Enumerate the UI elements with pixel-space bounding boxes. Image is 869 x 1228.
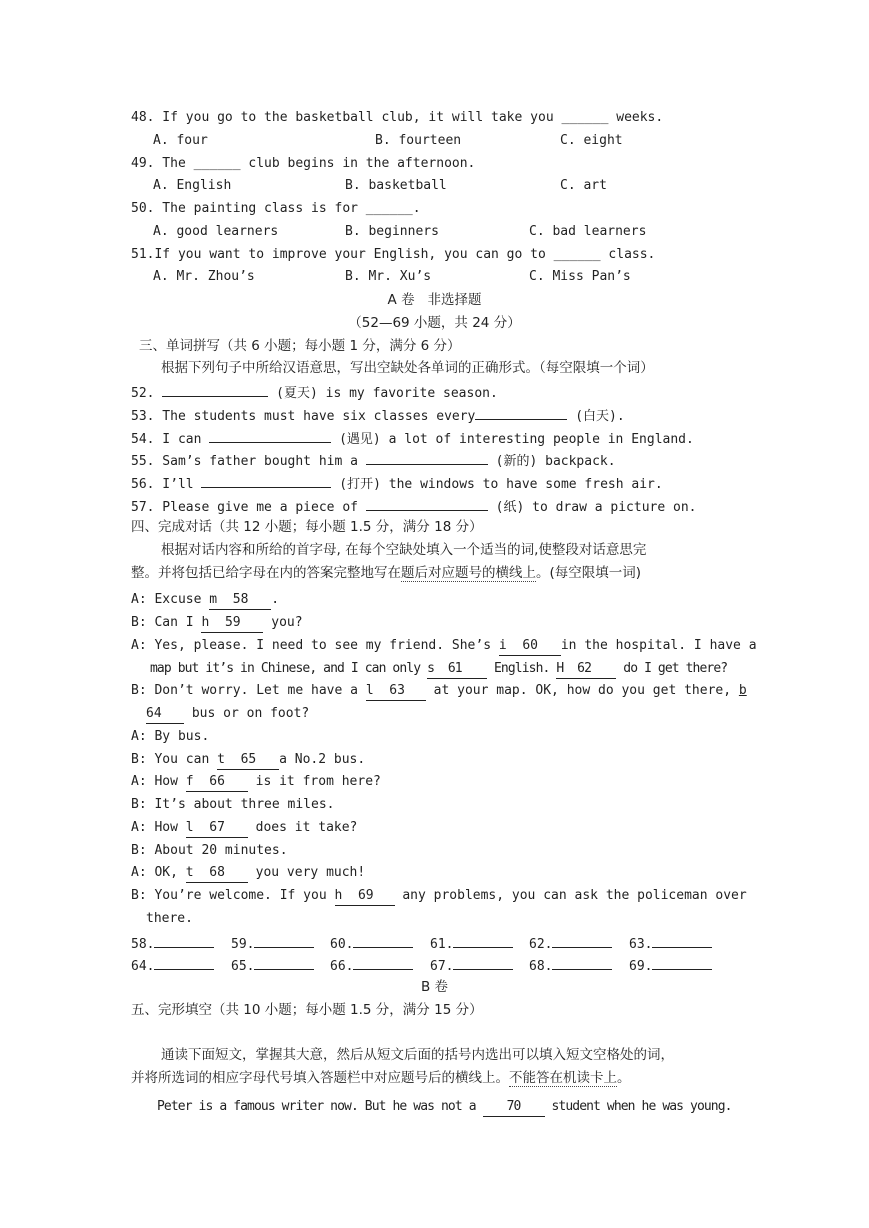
option-48-c: C. eight	[560, 133, 623, 148]
item-text: 54. I can	[131, 432, 210, 447]
answer-number: 67.	[430, 959, 454, 974]
section-3-instructions: 根据下列句子中所给汉语意思，写出空缺处各单词的正确形式。（每空限填一个词）	[161, 360, 654, 376]
answer-line-66[interactable]	[330, 955, 413, 976]
dialogue-line-68	[131, 864, 365, 883]
instr-text: 。(每空限填一词)	[536, 565, 642, 581]
option-50-b: B. beginners	[345, 224, 439, 239]
dialogue-text: A: Excuse	[131, 592, 210, 607]
answer-62[interactable]	[556, 660, 616, 679]
section-4-instructions-2	[131, 564, 641, 582]
initial-letter-64[interactable]: b	[738, 683, 747, 698]
answer-blank[interactable]	[209, 428, 331, 443]
spelling-item-56	[131, 473, 663, 494]
dialogue-line-69	[131, 887, 747, 906]
answer-69[interactable]	[335, 887, 395, 906]
spelling-item-53	[131, 405, 625, 426]
answer-70[interactable]	[483, 1098, 545, 1117]
passage-text: student when he was young.	[544, 1099, 732, 1114]
answer-blank[interactable]	[552, 933, 612, 948]
answer-65[interactable]	[217, 751, 279, 770]
answer-blank[interactable]	[254, 955, 314, 970]
spelling-item-54	[131, 428, 694, 449]
section-4-heading: 四、完成对话（共 12 小题；每小题 1.5 分，满分 18 分）	[131, 519, 483, 535]
answer-67[interactable]	[186, 819, 248, 838]
option-49-b: B. basketball	[345, 178, 447, 193]
answer-blank[interactable]	[366, 450, 488, 465]
answer-line-65[interactable]	[231, 955, 314, 976]
instr-emphasis: 题后对应题号的横线上	[401, 565, 536, 581]
dialogue-text: in the hospital. I have a	[560, 638, 757, 653]
initial-letter: l	[365, 683, 374, 698]
dialogue-line: A: By bus.	[131, 729, 210, 744]
instr-text: 整。并将包括已给字母在内的答案完整地写在	[131, 565, 401, 581]
answer-blank[interactable]	[162, 382, 268, 397]
option-51-a: A. Mr. Zhou’s	[153, 269, 255, 284]
dialogue-text: B: You can	[131, 752, 218, 767]
dialogue-text: at your map. OK, how do you get there,	[425, 683, 739, 698]
answer-line-60[interactable]	[330, 933, 413, 954]
dialogue-text: A: How	[131, 774, 186, 789]
blank-number: 61	[447, 661, 462, 676]
answer-60[interactable]	[499, 637, 561, 656]
initial-letter: i	[498, 638, 507, 653]
blank-number: 59	[224, 615, 241, 630]
initial-letter: f	[185, 774, 194, 789]
item-text: (纸) to draw a picture on.	[487, 500, 697, 515]
dialogue-line-63	[131, 682, 747, 701]
answer-number: 59.	[231, 937, 255, 952]
section-5-instructions-1: 通读下面短文，掌握其大意，然后从短文后面的括号内选出可以填入短文空格处的词，	[161, 1047, 674, 1063]
dialogue-text: does it take?	[247, 820, 358, 835]
answer-line-61[interactable]	[430, 933, 513, 954]
item-text: 56. I’ll	[131, 477, 202, 492]
answer-blank[interactable]	[154, 955, 214, 970]
option-48-b: B. fourteen	[375, 133, 462, 148]
option-50-a: A. good learners	[153, 224, 279, 239]
passage-text: Peter is a famous writer now. But he was not a	[157, 1099, 483, 1114]
option-48-a: A. four	[153, 133, 208, 148]
dialogue-line-61-62	[150, 660, 727, 679]
blank-number: 67	[209, 820, 225, 835]
dialogue-text: a No.2 bus.	[279, 752, 366, 767]
dialogue-text: you very much!	[247, 865, 366, 880]
blank-number: 69	[357, 888, 374, 903]
blank-number: 65	[240, 752, 257, 767]
question-49: 49. The ______ club begins in the afternoon.	[131, 156, 476, 171]
initial-letter: m	[209, 592, 218, 607]
answer-blank[interactable]	[652, 955, 712, 970]
question-51: 51.If you want to improve your English, you can go to ______ class.	[131, 247, 656, 262]
dialogue-line-67	[131, 819, 357, 838]
answer-blank[interactable]	[475, 405, 567, 420]
answer-blank[interactable]	[154, 933, 214, 948]
spelling-item-52	[131, 382, 498, 403]
answer-68[interactable]	[186, 864, 248, 883]
dialogue-text: do I get there?	[616, 661, 728, 676]
dialogue-line-59	[131, 614, 303, 633]
answer-number: 64.	[131, 959, 155, 974]
answer-number: 69.	[629, 959, 653, 974]
section-5-instructions-2	[131, 1069, 631, 1087]
dialogue-text: any problems, you can ask the policeman over	[394, 888, 747, 903]
option-51-b: B. Mr. Xu’s	[345, 269, 432, 284]
answer-line-58[interactable]	[131, 933, 214, 954]
initial-letter: s	[427, 661, 435, 676]
answer-blank[interactable]	[453, 933, 513, 948]
question-48: 48. If you go to the basketball club, it will take you ______ weeks.	[131, 110, 664, 125]
instr-emphasis: 不能答在机读卡上	[509, 1070, 617, 1086]
answer-line-68[interactable]	[529, 955, 612, 976]
dialogue-line-65	[131, 751, 365, 770]
answer-58[interactable]	[209, 591, 271, 610]
answer-blank[interactable]	[366, 496, 488, 511]
section-3-heading: 三、单词拼写（共 6 小题；每小题 1 分，满分 6 分）	[139, 338, 461, 354]
passage-line-1	[157, 1098, 732, 1117]
answer-blank[interactable]	[453, 955, 513, 970]
dialogue-text: is it from here?	[247, 774, 381, 789]
answer-blank[interactable]	[353, 933, 413, 948]
initial-letter: t	[185, 865, 194, 880]
item-text: (打开) the windows to have some fresh air.	[331, 477, 663, 492]
part-b-title: B 卷	[420, 979, 449, 995]
dialogue-line-58	[131, 591, 279, 610]
answer-line-69[interactable]	[629, 955, 712, 976]
dialogue-text: .	[271, 592, 280, 607]
dialogue-line-66	[131, 773, 381, 792]
answer-blank[interactable]	[552, 955, 612, 970]
answer-number: 68.	[529, 959, 553, 974]
item-text: 57. Please give me a piece of	[131, 500, 366, 515]
answer-number: 65.	[231, 959, 255, 974]
answer-line-62[interactable]	[529, 933, 612, 954]
blank-number: 64	[146, 706, 162, 721]
answer-number: 58.	[131, 937, 155, 952]
blank-number: 58	[232, 592, 249, 607]
dialogue-line: there.	[146, 911, 193, 926]
blank-number: 70	[506, 1099, 521, 1114]
answer-59[interactable]	[201, 614, 263, 633]
item-text: (白天).	[567, 409, 625, 424]
instr-text: 。	[617, 1070, 631, 1086]
part-a-title: A 卷 非选择题	[387, 292, 482, 308]
initial-letter: H	[556, 661, 564, 676]
option-51-c: C. Miss Pan’s	[529, 269, 631, 284]
answer-line-59[interactable]	[231, 933, 314, 954]
blank-number: 62	[577, 661, 592, 676]
section-5-heading: 五、完形填空（共 10 小题；每小题 1.5 分，满分 15 分）	[131, 1002, 483, 1018]
blank-number: 63	[389, 683, 405, 698]
answer-number: 66.	[330, 959, 354, 974]
dialogue-line-64	[146, 705, 309, 724]
blank-number: 68	[209, 865, 225, 880]
blank-number: 66	[209, 774, 225, 789]
item-text: (新的) backpack.	[487, 454, 616, 469]
option-49-c: C. art	[560, 178, 607, 193]
dialogue-text: B: Don’t worry. Let me have a	[131, 683, 366, 698]
answer-line-63[interactable]	[629, 933, 712, 954]
answer-blank[interactable]	[652, 933, 712, 948]
dialogue-text: A: How	[131, 820, 186, 835]
initial-letter: t	[217, 752, 225, 767]
dialogue-text: A: OK,	[131, 865, 186, 880]
answer-blank[interactable]	[254, 933, 314, 948]
item-text: 55. Sam’s father bought him a	[131, 454, 366, 469]
option-50-c: C. bad learners	[529, 224, 647, 239]
part-a-subtitle: （52—69 小题，共 24 分）	[348, 315, 521, 331]
initial-letter: h	[201, 615, 210, 630]
initial-letter: h	[334, 888, 343, 903]
answer-61[interactable]	[427, 660, 487, 679]
dialogue-text: you?	[263, 615, 303, 630]
dialogue-text: map but it’s in Chinese, and I can only	[150, 661, 428, 676]
answer-number: 62.	[529, 937, 553, 952]
answer-63[interactable]	[366, 682, 426, 701]
dialogue-text: B: You’re welcome. If you	[131, 888, 335, 903]
instr-text: 并将所选词的相应字母代号填入答题栏中对应题号后的横线上。	[131, 1070, 509, 1086]
dialogue-text: B: Can I	[131, 615, 202, 630]
dialogue-text: bus or on foot?	[184, 706, 310, 721]
question-50: 50. The painting class is for ______.	[131, 201, 421, 216]
item-text: (夏天) is my favorite season.	[268, 386, 498, 401]
answer-line-64[interactable]	[131, 955, 214, 976]
item-text: 52.	[131, 386, 163, 401]
spelling-item-55	[131, 450, 616, 471]
dialogue-text: A: Yes, please. I need to see my friend. She’s	[131, 638, 499, 653]
item-text: 53. The students must have six classes every	[131, 409, 476, 424]
answer-blank[interactable]	[201, 473, 331, 488]
spelling-item-57	[131, 496, 696, 517]
answer-line-67[interactable]	[430, 955, 513, 976]
answer-blank[interactable]	[353, 955, 413, 970]
answer-number: 63.	[629, 937, 653, 952]
blank-number: 60	[522, 638, 538, 653]
answer-number: 60.	[330, 937, 354, 952]
dialogue-line: B: It’s about three miles.	[131, 797, 335, 812]
dialogue-line: B: About 20 minutes.	[131, 843, 288, 858]
answer-number: 61.	[430, 937, 454, 952]
option-49-a: A. English	[153, 178, 232, 193]
section-4-instructions-1: 根据对话内容和所给的首字母, 在每个空缺处填入一个适当的词,使整段对话意思完	[161, 542, 647, 558]
dialogue-line-60	[131, 637, 757, 656]
answer-64[interactable]	[146, 705, 184, 724]
item-text: (遇见) a lot of interesting people in England.	[331, 432, 694, 447]
dialogue-text: English.	[487, 661, 557, 676]
answer-66[interactable]	[186, 773, 248, 792]
initial-letter: l	[185, 820, 194, 835]
